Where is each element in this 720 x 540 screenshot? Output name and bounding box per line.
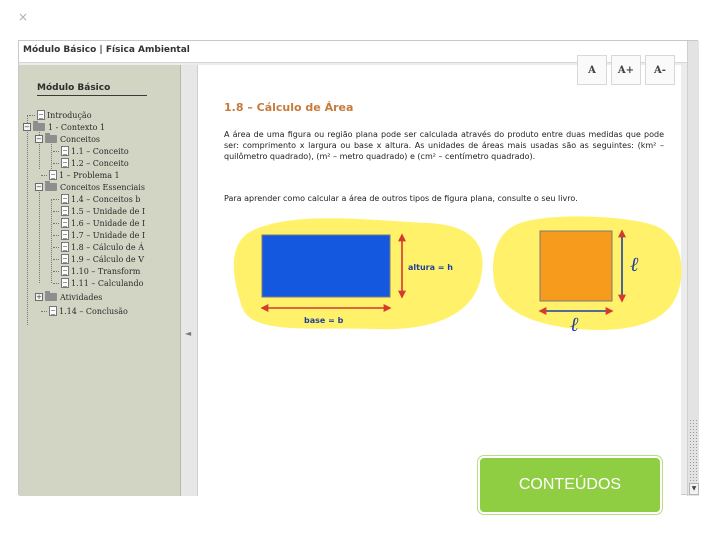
document-icon [61,278,69,288]
document-icon [61,242,69,252]
tree-item-label: 1.1 – Conceito [71,146,129,156]
collapse-toggle-icon[interactable]: − [24,123,30,131]
tree-item-label: Conceitos Essenciais [60,182,145,192]
tree-item-1-11[interactable] [53,277,143,289]
content-panel [197,65,681,496]
document-icon [49,306,57,316]
folder-icon [45,183,57,191]
tree-item-label: 1.9 – Cálculo de V [71,254,144,264]
document-icon [61,146,69,156]
square-side-label-bottom: ℓ [570,312,579,333]
tree-item-1-9[interactable] [53,253,144,265]
tree-item-label: 1.5 – Unidade de I [71,206,146,216]
app-title: Módulo Básico | Física Ambiental [23,45,190,55]
tree-item-conceitos-essenciais[interactable] [35,181,145,193]
tree-item-introducao[interactable] [29,109,92,121]
tree-item-label: 1.11 – Calculando [71,278,144,288]
folder-icon [33,123,45,131]
document-icon [61,254,69,264]
document-icon [61,218,69,228]
tree-item-label: 1.8 – Cálculo de Á [71,242,144,252]
font-increase-button[interactable]: A+ [611,55,641,85]
tree-item-problema-1[interactable] [41,169,120,181]
expand-toggle-icon[interactable]: + [36,293,42,301]
tree-item-conclusao[interactable] [41,305,128,317]
tree-item-contexto-1[interactable] [23,121,105,133]
tree-item-label: 1.2 – Conceito [71,158,129,168]
font-size-toolbar [577,55,675,85]
collapse-toggle-icon[interactable]: − [36,135,42,143]
document-icon [37,110,45,120]
document-icon [61,158,69,168]
document-icon [49,170,57,180]
collapse-left-arrow-icon[interactable]: ◄ [185,329,192,338]
document-icon [61,194,69,204]
content-paragraph: A área de uma figura ou região plana pode ser calculada através do produto entre duas medidas que pode ser: comprimento x largura ou base x altura. As unidades de áreas mais usadas são as seguintes: (km² – quilômetro quadrado), (m² – metro quadrado) e (cm² – centímetro quadrado). [224,130,664,161]
document-icon [61,230,69,240]
module-tree [19,105,149,345]
tree-item-1-10[interactable] [53,265,140,277]
tree-item-label: 1 - Contexto 1 [48,122,106,132]
document-icon [61,266,69,276]
tree-item-label: Introdução [47,110,92,120]
panel-splitter[interactable] [181,65,197,496]
app-window [18,40,698,495]
tree-item-label: Conceitos [60,134,100,144]
tree-item-label: 1.4 – Conceitos b [71,194,141,204]
section-title: 1.8 – Cálculo de Área [224,101,354,114]
tree-item-label: 1.6 – Unidade de I [71,218,146,228]
height-label: altura = h [408,263,453,272]
tree-item-label: 1 – Problema 1 [59,170,120,180]
scroll-down-arrow-icon[interactable]: ▼ [689,483,699,495]
tree-item-label: Atividades [60,292,103,302]
tree-item-1-7[interactable] [53,229,145,241]
tree-item-1-1[interactable] [53,145,129,157]
collapse-toggle-icon[interactable]: − [36,183,42,191]
font-reset-button[interactable]: A [577,55,607,85]
corner-mark: × [18,10,30,24]
area-figures [228,213,684,333]
tree-item-1-6[interactable] [53,217,145,229]
tree-item-label: 1.14 – Conclusão [59,306,128,316]
tree-item-conceitos[interactable] [35,133,100,145]
conteudos-button[interactable]: CONTEÚDOS [478,456,662,514]
tree-item-label: 1.7 – Unidade de I [71,230,146,240]
scrollbar-track[interactable] [689,419,699,481]
tree-item-atividades[interactable] [35,291,102,303]
folder-icon [45,135,57,143]
vertical-scrollbar[interactable] [687,41,699,496]
blue-rectangle [262,235,390,297]
font-decrease-button[interactable]: A- [645,55,675,85]
tree-item-1-4[interactable] [53,193,140,205]
content-paragraph: Para aprender como calcular a área de outros tipos de figura plana, consulte o seu livro. [224,194,578,203]
tree-item-1-2[interactable] [53,157,129,169]
square-side-label-right: ℓ [630,252,639,276]
tree-item-label: 1.10 – Transform [71,266,141,276]
sidebar [19,65,181,496]
orange-square [540,231,612,301]
base-label: base = b [304,316,344,325]
folder-icon [45,293,57,301]
sidebar-title: Módulo Básico [37,83,147,96]
document-icon [61,206,69,216]
tree-item-1-5[interactable] [53,205,145,217]
tree-item-1-8[interactable] [53,241,144,253]
